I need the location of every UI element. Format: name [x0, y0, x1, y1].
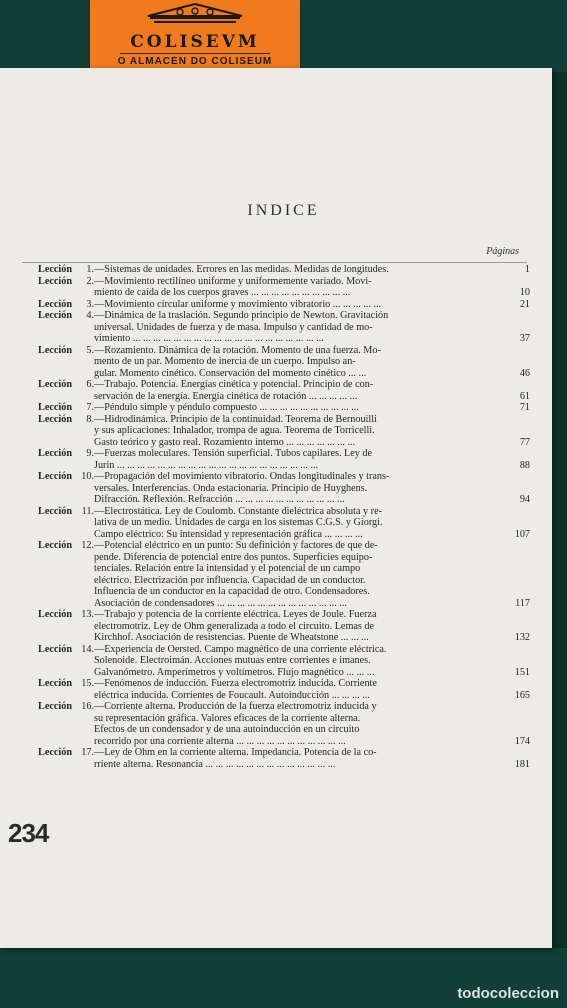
toc-entry	[10, 701, 530, 747]
entry-text-line: Jurin ... ... ... ... ... ... ... ... ... ... ... ... ... ... ... ... ... ... ... ...	[94, 459, 319, 471]
leccion-number: 3.	[86, 298, 94, 310]
entry-text-line: —Electrostática. Ley de Coulomb. Constante dieléctrica absoluta y re-	[94, 505, 382, 517]
leccion-number: 7.	[86, 402, 94, 413]
entry-text-line: Kirchhof. Asociación de resistencias. Puente de Wheatstone ... ... ...	[94, 632, 369, 643]
leccion-number: 8.	[86, 413, 94, 425]
entry-text-line: —Experiencia de Oersted. Campo magnético de una corriente eléctrica.	[94, 643, 387, 655]
entry-page-number: 151	[514, 666, 530, 678]
leccion-label: Lección	[38, 747, 72, 758]
toc-entry	[10, 471, 530, 506]
leccion-label: Lección	[38, 448, 72, 459]
entry-page-number: 94	[519, 494, 530, 505]
leccion-number: 16.	[81, 701, 94, 712]
entry-text-line: mento de un par. Momento de inercia de un cuerpo. Impulso an-	[94, 356, 356, 367]
entry-text-line: Campo eléctrico: Su intensidad y representación gráfica ... ... ... ...	[94, 528, 363, 540]
leccion-label: Lección	[38, 344, 72, 356]
leccion-label: Lección	[38, 701, 72, 712]
entry-page-number: 71	[519, 402, 530, 413]
leccion-number: 17.	[81, 747, 94, 758]
leccion-label: Lección	[38, 264, 72, 275]
toc-entry	[10, 747, 530, 770]
entry-text-line: pende. Diferencia de potencial entre dos puntos. Superficies equipo-	[94, 551, 373, 563]
leccion-label: Lección	[38, 505, 72, 517]
header-rule	[22, 262, 527, 263]
leccion-number: 13.	[81, 609, 94, 620]
entry-text-line: universal. Unidades de fuerza y de masa. Impulso y cantidad de mo-	[94, 321, 373, 333]
entry-text-line: Efectos de un condensador y de una autoinducción en un circuito	[94, 724, 360, 735]
entry-text-line: lativa de un medio. Unidades de carga en los sistemas C.G.S. y Giorgi.	[94, 517, 383, 528]
leccion-label: Lección	[38, 471, 72, 482]
entry-text-line: Gasto teórico y gasto real. Rozamiento interno ... ... ... ... ... ... ...	[94, 436, 356, 448]
entry-text-line: gular. Momento cinético. Conservación del momento cinético ... ...	[94, 367, 367, 379]
entry-text-line: y sus aplicaciones: Inhalador, trompa de agua. Teorema de Torricelli.	[94, 425, 375, 436]
entry-text-line: tenciales. Relación entre la intensidad y el potencial de un campo	[94, 563, 361, 574]
leccion-number: 1.	[86, 264, 94, 275]
table-of-contents	[10, 264, 530, 770]
entry-page-number: 37	[519, 333, 530, 344]
entry-text-line: —Rozamiento. Dinámica de la rotación. Momento de una fuerza. Mo-	[94, 344, 381, 356]
toc-entry	[10, 644, 530, 679]
leccion-label: Lección	[38, 413, 72, 425]
entry-text-line: eléctrico. Electrización por influencia. Capacidad de un conductor.	[94, 574, 366, 586]
entry-text-line: rriente alterna. Resonancia ... ... ... ... ... ... ... ... ... ... ... ... ...	[94, 758, 336, 770]
index-title: INDICE	[247, 202, 320, 219]
entry-text-line: —Corriente alterna. Producción de la fuerza electromotriz inducida y	[94, 701, 377, 712]
toc-entry	[10, 345, 530, 380]
entry-page-number: 1	[524, 264, 530, 275]
sticker-subtitle: O ALMACÉN DO COLISEUM	[117, 56, 273, 67]
entry-text-line: —Sistemas de unidades. Errores en las medidas. Medidas de longitudes.	[94, 264, 389, 275]
entry-text-line: —Propagación del movimiento vibratorio. Ondas longitudinales y trans-	[94, 471, 390, 482]
entry-text-line: —Movimiento circular uniforme y movimiento vibratorio ... ... ... ... ...	[94, 298, 382, 310]
leccion-number: 2.	[86, 275, 94, 287]
entry-page-number: 61	[519, 390, 530, 402]
toc-entry	[10, 310, 530, 345]
leccion-label: Lección	[38, 540, 72, 551]
toc-entry	[10, 276, 530, 299]
entry-text-line: versales. Interferencias. Onda estacionaria. Principio de Huyghens.	[94, 482, 368, 494]
leccion-label: Lección	[38, 678, 72, 689]
entry-text-line: miento de caída de los cuerpos graves ... ... ... ... ... ... ... ... ... ...	[94, 287, 351, 298]
entry-text-line: —Movimiento rectilíneo uniforme y uniformemente variado. Movi-	[94, 275, 372, 287]
entry-page-number: 174	[514, 735, 530, 747]
entry-text-line: Solenoide. Electroimán. Acciones mutuas entre corrientes e imanes.	[94, 655, 371, 666]
leccion-number: 12.	[81, 540, 94, 551]
toc-entry	[10, 678, 530, 701]
entry-page-number: 10	[519, 287, 530, 298]
leccion-number: 9.	[86, 448, 94, 459]
entry-text-line: vimiento ... ... ... ... ... ... ... ... ... ... ... ... ... ... ... ... ... ... ...	[94, 333, 324, 344]
leccion-label: Lección	[38, 379, 72, 390]
toc-entry	[10, 609, 530, 644]
leccion-number: 11.	[81, 505, 94, 517]
toc-entry	[10, 264, 530, 276]
leccion-label: Lección	[38, 643, 72, 655]
entry-text-line: Galvanómetro. Amperímetros y voltímetros. Flujo magnético ... ... ...	[94, 666, 375, 678]
leccion-label: Lección	[38, 609, 72, 620]
entry-text-line: recorrido por una corriente alterna ... ... ... ... ... ... ... ... ... ... ...	[94, 735, 346, 747]
entry-text-line: —Hidrodinámica. Principio de la continuidad. Teorema de Bernouilli	[94, 413, 377, 425]
entry-text-line: electromotriz. Ley de Ohm generalizada a todo el circuito. Lemas de	[94, 620, 375, 632]
entry-text-line: Difracción. Reflexión. Refracción ... ... ... ... ... ... ... ... ... ... ...	[94, 494, 345, 505]
toc-entry	[10, 414, 530, 449]
leccion-number: 10.	[81, 471, 94, 482]
toc-entry	[10, 402, 530, 414]
paginas-label: Páginas	[486, 246, 519, 257]
leccion-label: Lección	[38, 298, 72, 310]
entry-page-number: 165	[514, 689, 530, 701]
entry-text-line: —Fuerzas moleculares. Tensión superficial. Tubos capilares. Ley de	[94, 448, 373, 459]
entry-text-line: Influencia de un conductor en la capacidad de otro. Condensadores.	[94, 586, 370, 597]
entry-page-number: 132	[514, 632, 530, 643]
entry-text-line: —Potencial eléctrico en un punto: Su definición y factores de que de-	[94, 540, 378, 551]
toc-entry	[10, 540, 530, 609]
toc-entry	[10, 379, 530, 402]
entry-page-number: 88	[519, 459, 530, 471]
watermark: todocoleccion	[457, 985, 559, 1002]
leccion-number: 14.	[81, 643, 94, 655]
entry-text-line: —Péndulo simple y péndulo compuesto ... ... ... ... ... ... ... ... ... ...	[94, 402, 359, 413]
sticker-title: COLISEVM	[130, 32, 260, 52]
bookstore-sticker	[90, 0, 300, 72]
entry-text-line: su representación gráfica. Valores eficaces de la corriente alterna.	[94, 712, 361, 724]
entry-text-line: —Fenómenos de inducción. Fuerza electromotriz inducida. Corriente	[94, 678, 377, 689]
entry-page-number: 107	[514, 528, 530, 540]
entry-page-number: 117	[515, 597, 530, 609]
toc-entry	[10, 506, 530, 541]
entry-page-number: 21	[519, 298, 530, 310]
toc-entry	[10, 448, 530, 471]
entry-page-number: 77	[519, 436, 530, 448]
entry-page-number: 46	[519, 367, 530, 379]
entry-text-line: eléctrica inducida. Corrientes de Foucault. Autoinducción ... ... ... ...	[94, 689, 370, 701]
page-number: 234	[8, 818, 49, 848]
leccion-label: Lección	[38, 402, 72, 413]
entry-text-line: —Trabajo. Potencia. Energías cinética y potencial. Principio de con-	[94, 379, 374, 390]
leccion-label: Lección	[38, 275, 72, 287]
leccion-number: 4.	[86, 310, 94, 321]
temple-logo-icon	[140, 2, 250, 28]
entry-page-number: 181	[514, 758, 530, 770]
leccion-number: 5.	[86, 344, 94, 356]
leccion-number: 6.	[86, 379, 94, 390]
entry-text-line: servación de la energía. Energía cinética de rotación ... ... ... ... ...	[94, 390, 358, 402]
entry-text-line: —Trabajo y potencia de la corriente eléctrica. Leyes de Joule. Fuerza	[94, 609, 377, 620]
entry-text-line: —Dinámica de la traslación. Segundo principio de Newton. Gravitación	[94, 310, 389, 321]
leccion-number: 15.	[81, 678, 94, 689]
leccion-label: Lección	[38, 310, 72, 321]
entry-text-line: Asociación de condensadores ... ... ... ... ... ... ... ... ... ... ... ... ...	[94, 597, 347, 609]
entry-text-line: —Ley de Ohm en la corriente alterna. Impedancia. Potencia de la co-	[94, 747, 377, 758]
sticker-divider	[120, 53, 270, 54]
toc-entry	[10, 299, 530, 311]
